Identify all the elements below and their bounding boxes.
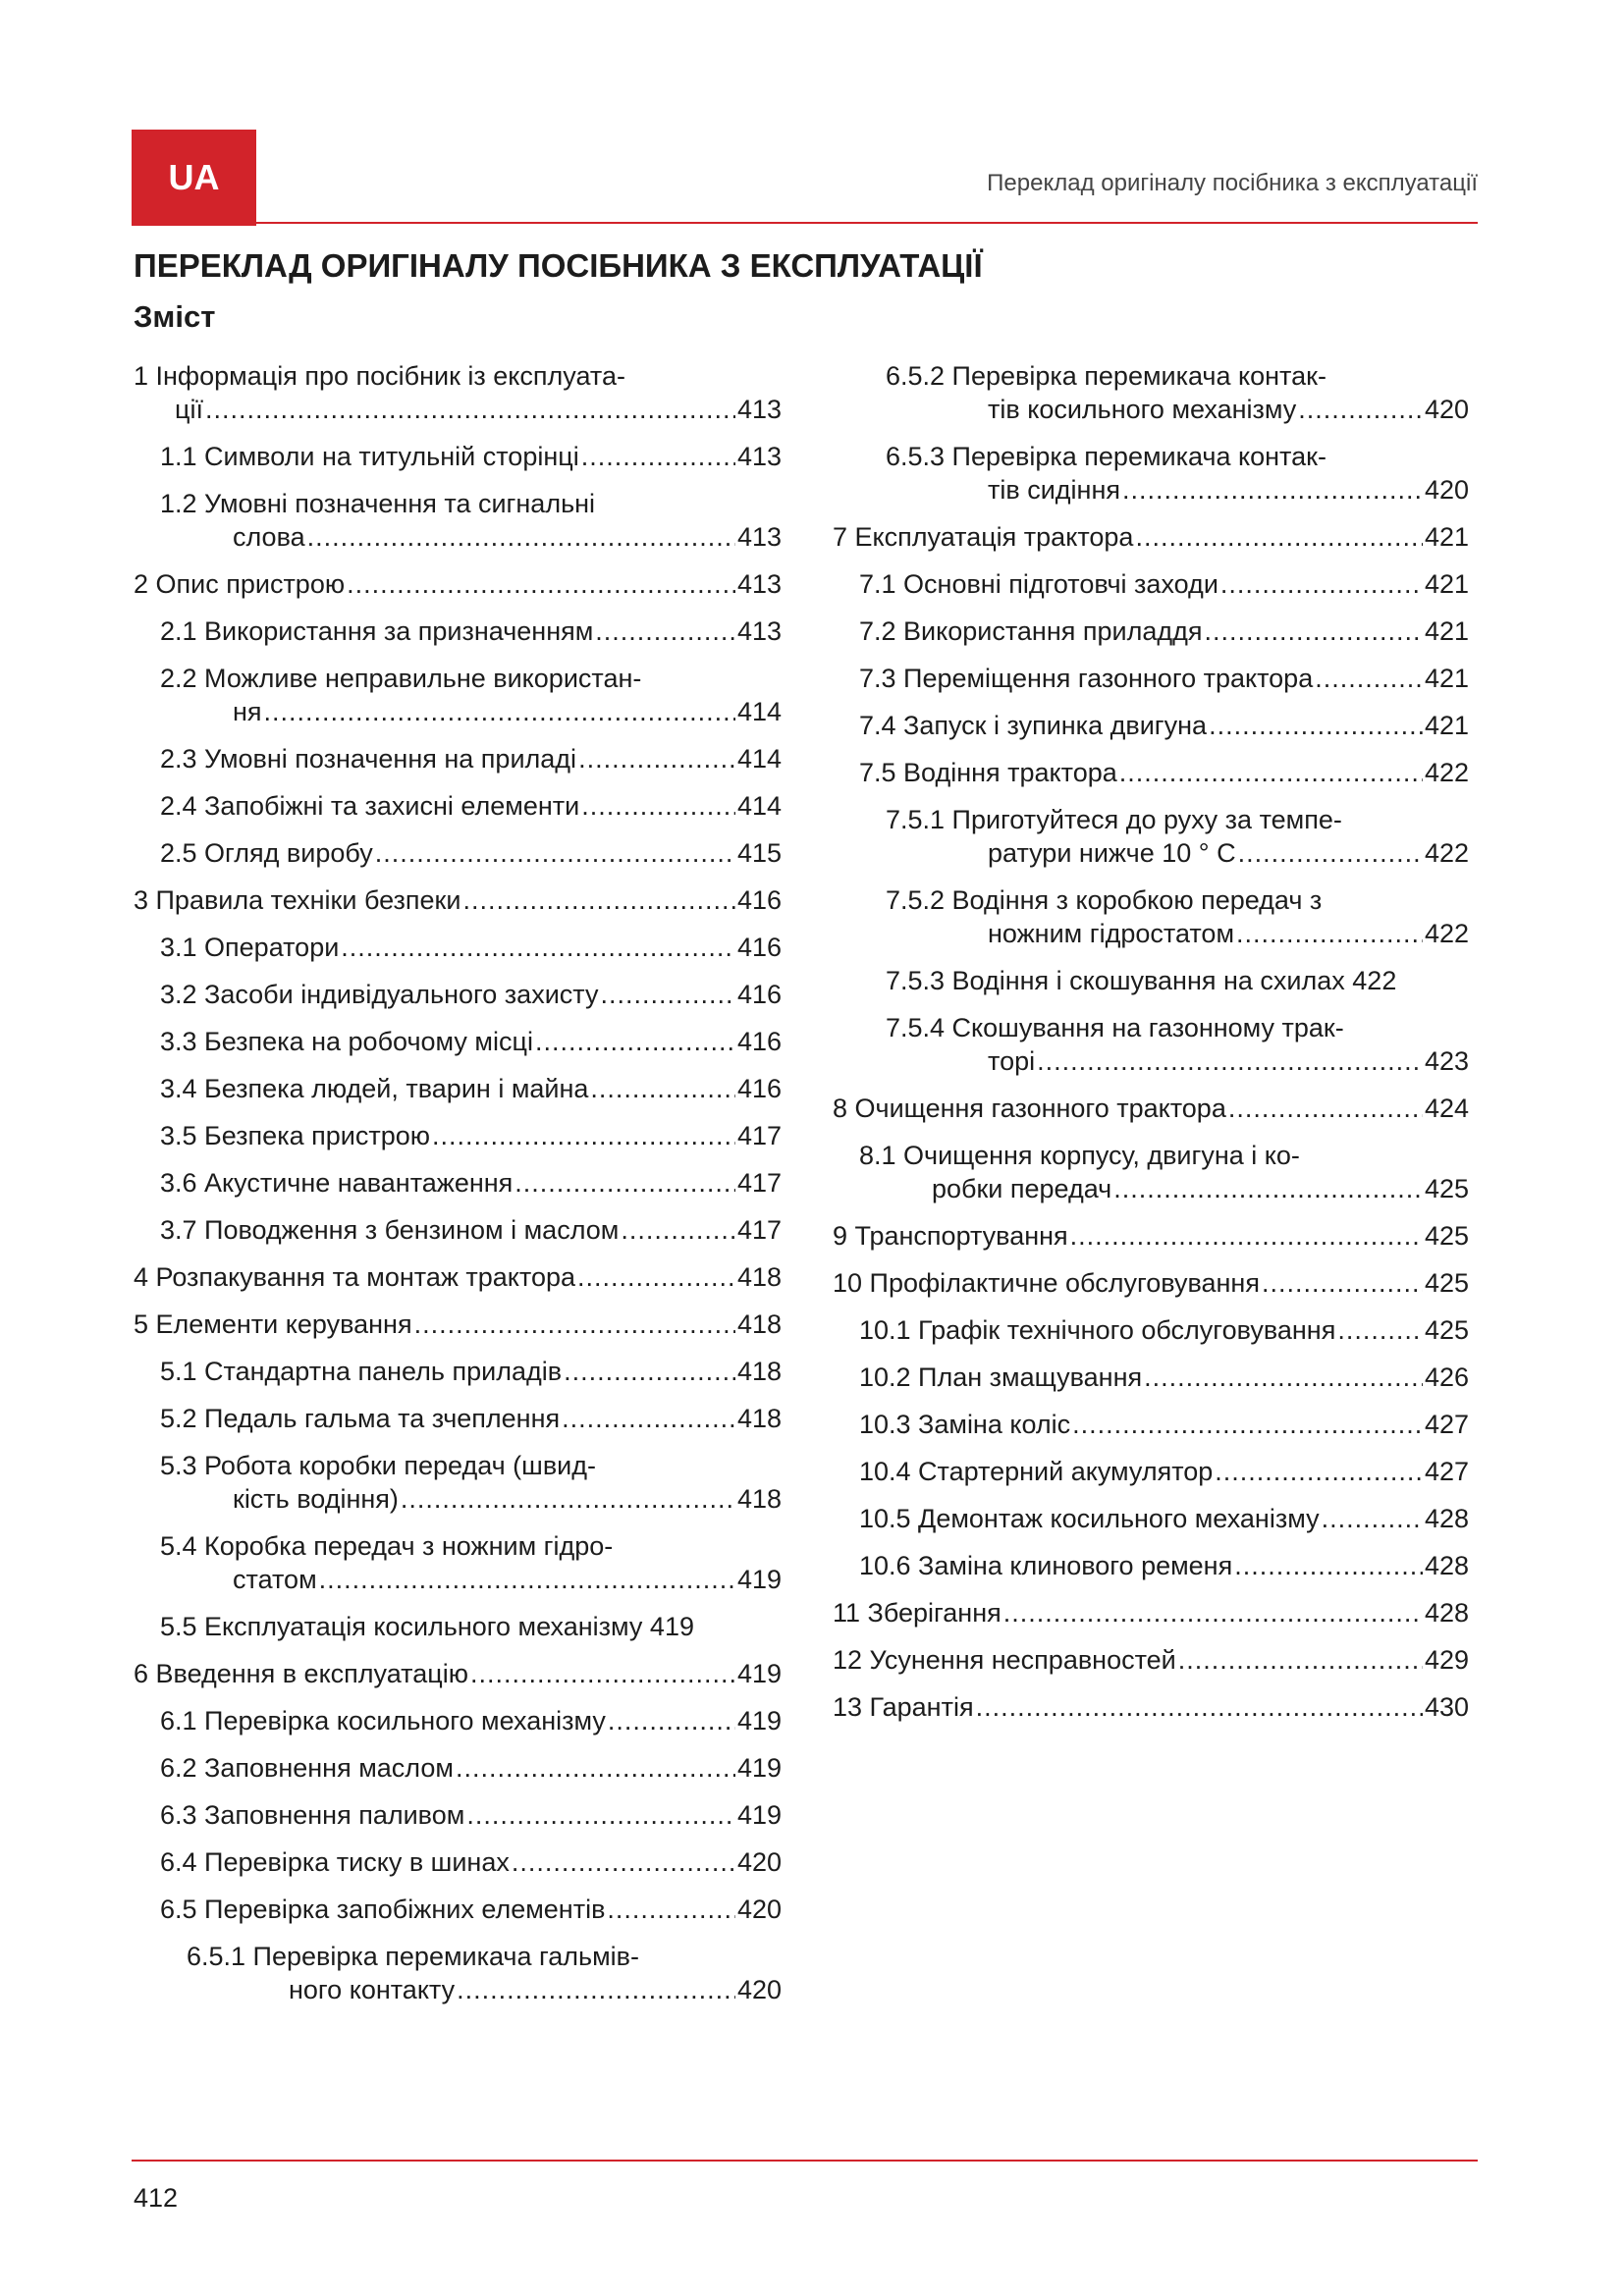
toc-entry[interactable] <box>833 567 1469 601</box>
toc-entry-title: 2.1 Використання за призначенням <box>160 616 594 646</box>
toc-page-number: 414 <box>736 697 782 726</box>
dot-leader <box>1003 1596 1423 1629</box>
toc-page-number: 430 <box>1424 1692 1469 1722</box>
toc-page-number: 417 <box>736 1121 782 1150</box>
toc-entry[interactable] <box>134 1119 782 1152</box>
toc-entry-title: 5.2 Педаль гальма та зчеплення <box>160 1404 561 1433</box>
toc-entry-title-continued: тів сидіння <box>988 475 1120 505</box>
toc-page-number: 421 <box>1424 664 1469 693</box>
toc-page-number: 421 <box>1424 616 1469 646</box>
toc-page-number: 429 <box>1424 1645 1469 1675</box>
dot-leader <box>1037 1044 1423 1078</box>
toc-entry[interactable] <box>134 1308 782 1341</box>
dot-leader <box>595 614 735 648</box>
contents-heading: Зміст <box>134 299 216 334</box>
toc-page-number: 428 <box>1424 1504 1469 1533</box>
toc-page-number: 421 <box>1424 569 1469 599</box>
toc-entry-title: 10.1 Графік технічного обслуговування <box>859 1315 1336 1345</box>
toc-entry[interactable] <box>833 614 1469 648</box>
dot-leader <box>341 931 735 964</box>
toc-entry[interactable] <box>134 1213 782 1247</box>
toc-entry[interactable] <box>134 1355 782 1388</box>
toc-page-number: 413 <box>736 395 782 424</box>
toc-entry-title: 7 Експлуатація трактора <box>833 522 1134 552</box>
dot-leader <box>564 1355 735 1388</box>
toc-page-number: 413 <box>736 442 782 471</box>
dot-leader <box>1236 917 1423 950</box>
toc-page-number: 416 <box>736 1027 782 1056</box>
toc-entry-title: 2.5 Огляд виробу <box>160 838 373 868</box>
toc-entry[interactable] <box>833 1139 1469 1205</box>
toc-entry-title: 8.1 Очищення корпусу, двигуна і ко- <box>859 1141 1300 1170</box>
dot-leader <box>1220 567 1423 601</box>
toc-entry-title: 7.2 Використання приладдя <box>859 616 1203 646</box>
toc-page-number: 428 <box>1424 1551 1469 1580</box>
dot-leader <box>375 836 735 870</box>
dot-leader <box>307 520 735 554</box>
toc-page-number: 419 <box>736 1706 782 1735</box>
toc-entry[interactable] <box>134 487 782 554</box>
toc-entry[interactable] <box>833 359 1469 426</box>
toc-entry[interactable] <box>134 931 782 964</box>
toc-entry[interactable] <box>833 1408 1469 1441</box>
toc-page-number: 419 <box>736 1800 782 1830</box>
toc-page-number: 421 <box>1424 711 1469 740</box>
dot-leader <box>1262 1266 1423 1300</box>
dot-leader <box>1072 1408 1423 1441</box>
toc-entry[interactable] <box>134 1610 782 1643</box>
toc-entry-title: 2 Опис пристрою <box>134 569 346 599</box>
toc-page-number: 422 <box>1352 966 1397 995</box>
toc-entry-title: 2.3 Умовні позначення на приладі <box>160 744 577 774</box>
toc-entry-title: 3 Правила техніки безпеки <box>134 885 461 915</box>
toc-page-number: 413 <box>736 616 782 646</box>
toc-page-number: 414 <box>736 791 782 821</box>
toc-page-number: 421 <box>1424 522 1469 552</box>
toc-entry[interactable] <box>134 1704 782 1737</box>
toc-entry-title: 2.4 Запобіжні та захисні елементи <box>160 791 580 821</box>
toc-entry-title: 3.7 Поводження з бензином і маслом <box>160 1215 620 1245</box>
toc-entry-title: 5.5 Експлуатація косильного механізму <box>160 1612 643 1641</box>
toc-entry[interactable] <box>833 662 1469 695</box>
toc-entry[interactable] <box>833 1690 1469 1724</box>
toc-entry[interactable] <box>134 1529 782 1596</box>
dot-leader <box>512 1845 735 1879</box>
toc-entry-title: 3.4 Безпека людей, тварин і майна <box>160 1074 589 1103</box>
toc-entry-title-continued: ції <box>175 395 203 424</box>
toc-entry-title: 10.6 Заміна клинового ременя <box>859 1551 1233 1580</box>
toc-entry[interactable] <box>134 614 782 648</box>
toc-page-number: 413 <box>736 522 782 552</box>
toc-entry[interactable] <box>134 1449 782 1516</box>
toc-entry-title: 5.3 Робота коробки передач (швид- <box>160 1451 597 1480</box>
toc-entry[interactable] <box>134 836 782 870</box>
toc-page-number: 425 <box>1424 1315 1469 1345</box>
toc-entry-title: 3.5 Безпека пристрою <box>160 1121 430 1150</box>
running-header-title: Переклад оригіналу посібника з експлуатації <box>987 170 1478 196</box>
toc-page-number: 420 <box>736 1847 782 1877</box>
dot-leader <box>976 1690 1423 1724</box>
dot-leader <box>1113 1172 1423 1205</box>
toc-entry[interactable] <box>134 1025 782 1058</box>
toc-page-number: 422 <box>1424 758 1469 787</box>
toc-page-number: 413 <box>736 569 782 599</box>
toc-page-number: 420 <box>736 1975 782 2004</box>
toc-entry-title-continued: кість водіння) <box>233 1484 399 1514</box>
toc-page-number: 425 <box>1424 1221 1469 1251</box>
toc-entry[interactable] <box>833 520 1469 554</box>
toc-entry[interactable] <box>134 1072 782 1105</box>
toc-page-number: 419 <box>649 1612 694 1641</box>
toc-entry[interactable] <box>833 1361 1469 1394</box>
toc-page-number: 419 <box>736 1659 782 1688</box>
toc-entry-title: 6.4 Перевірка тиску в шинах <box>160 1847 510 1877</box>
toc-entry-title: 9 Транспортування <box>833 1221 1068 1251</box>
dot-leader <box>432 1119 735 1152</box>
page-number: 412 <box>134 2183 179 2213</box>
toc-entry[interactable] <box>134 567 782 601</box>
toc-entry-title: 6 Введення в експлуатацію <box>134 1659 468 1688</box>
toc-entry-title: 10 Профілактичне обслуговування <box>833 1268 1260 1298</box>
dot-leader <box>414 1308 735 1341</box>
toc-page-number: 427 <box>1424 1457 1469 1486</box>
dot-leader <box>514 1166 735 1200</box>
dot-leader <box>1215 1455 1423 1488</box>
toc-entry-title-continued: ратури нижче 10 ° C <box>988 838 1236 868</box>
toc-page-number: 427 <box>1424 1410 1469 1439</box>
toc-entry[interactable] <box>134 742 782 775</box>
toc-entry-title: 7.4 Запуск і зупинка двигуна <box>859 711 1208 740</box>
dot-leader <box>577 1260 735 1294</box>
toc-entry-title: 10.3 Заміна коліс <box>859 1410 1071 1439</box>
toc-entry[interactable] <box>134 1893 782 1926</box>
toc-page-number: 417 <box>736 1168 782 1198</box>
toc-page-number: 418 <box>736 1404 782 1433</box>
toc-entry[interactable] <box>833 1219 1469 1253</box>
page-title: ПЕРЕКЛАД ОРИГІНАЛУ ПОСІБНИКА З ЕКСПЛУАТАЦІЇ <box>134 247 983 284</box>
dot-leader <box>1234 1549 1423 1582</box>
toc-entry[interactable] <box>833 1549 1469 1582</box>
toc-page-number: 418 <box>736 1309 782 1339</box>
toc-entry[interactable] <box>134 883 782 917</box>
toc-page-number: 419 <box>736 1753 782 1783</box>
dot-leader <box>466 1798 735 1832</box>
toc-entry-title: 5.1 Стандартна панель приладів <box>160 1357 563 1386</box>
toc-entry-title-continued: статом <box>233 1565 317 1594</box>
toc-entry-title: 6.1 Перевірка косильного механізму <box>160 1706 606 1735</box>
toc-page-number: 418 <box>736 1262 782 1292</box>
dot-leader <box>1337 1313 1423 1347</box>
dot-leader <box>347 567 735 601</box>
toc-entry-title: 2.2 Можливе неправильне використан- <box>160 664 642 693</box>
dot-leader <box>1144 1361 1423 1394</box>
toc-entry[interactable] <box>134 789 782 823</box>
toc-page-number: 416 <box>736 933 782 962</box>
dot-leader <box>608 1704 735 1737</box>
toc-entry-title: 7.5.3 Водіння і скошування на схилах <box>886 966 1345 995</box>
dot-leader <box>621 1213 735 1247</box>
toc-entry[interactable] <box>833 1011 1469 1078</box>
dot-leader <box>319 1563 735 1596</box>
dot-leader <box>1315 662 1423 695</box>
dot-leader <box>600 978 734 1011</box>
toc-page-number: 416 <box>736 980 782 1009</box>
toc-entry-title: 10.4 Стартерний акумулятор <box>859 1457 1214 1486</box>
toc-page-number: 416 <box>736 885 782 915</box>
toc-entry[interactable] <box>833 1092 1469 1125</box>
toc-entry[interactable] <box>833 803 1469 870</box>
toc-entry-title: 1.1 Символи на титульній сторінці <box>160 442 579 471</box>
toc-entry[interactable] <box>134 1751 782 1785</box>
toc-entry[interactable] <box>134 1940 782 2006</box>
toc-entry-title: 5.4 Коробка передач з ножним гідро- <box>160 1531 614 1561</box>
dot-leader <box>1298 393 1423 426</box>
footer-divider <box>132 2160 1478 2162</box>
toc-entry-title: 10.5 Демонтаж косильного механізму <box>859 1504 1320 1533</box>
toc-entry[interactable] <box>134 978 782 1011</box>
toc-page-number: 425 <box>1424 1268 1469 1298</box>
toc-entry[interactable] <box>833 756 1469 789</box>
dot-leader <box>581 440 735 473</box>
dot-leader <box>1205 614 1423 648</box>
toc-entry-title: 6.5.1 Перевірка перемикача гальмів- <box>187 1942 640 1971</box>
toc-entry-title: 13 Гарантія <box>833 1692 974 1722</box>
toc-page-number: 420 <box>1424 475 1469 505</box>
toc-page-number: 420 <box>1424 395 1469 424</box>
toc-entry-title: 6.5.3 Перевірка перемикача контак- <box>886 442 1326 471</box>
toc-page-number: 422 <box>1424 838 1469 868</box>
dot-leader <box>205 393 735 426</box>
toc-entry-title: 3.1 Оператори <box>160 933 340 962</box>
dot-leader <box>470 1657 735 1690</box>
toc-entry-title: 7.5.2 Водіння з коробкою передач з <box>886 885 1323 915</box>
toc-entry[interactable] <box>134 1798 782 1832</box>
toc-entry[interactable] <box>833 883 1469 950</box>
dot-leader <box>607 1893 735 1926</box>
dot-leader <box>581 789 735 823</box>
dot-leader <box>1228 1092 1423 1125</box>
toc-entry-title: 3.3 Безпека на робочому місці <box>160 1027 533 1056</box>
toc-column-right <box>833 359 1469 1724</box>
toc-entry[interactable] <box>134 440 782 473</box>
toc-entry-title: 11 Зберігання <box>833 1598 1001 1628</box>
toc-entry-title-continued: слова <box>233 522 305 552</box>
toc-entry-title: 7.5.4 Скошування на газонному трак- <box>886 1013 1344 1042</box>
toc-entry-title: 3.6 Акустичне навантаження <box>160 1168 514 1198</box>
toc-page-number: 417 <box>736 1215 782 1245</box>
dot-leader <box>456 1751 735 1785</box>
dot-leader <box>462 883 734 917</box>
dot-leader <box>1209 709 1423 742</box>
toc-page-number: 416 <box>736 1074 782 1103</box>
toc-entry[interactable] <box>833 1596 1469 1629</box>
dot-leader <box>535 1025 735 1058</box>
toc-page-number: 426 <box>1424 1362 1469 1392</box>
toc-page-number: 423 <box>1424 1046 1469 1076</box>
toc-entry-title: 6.2 Заповнення маслом <box>160 1753 454 1783</box>
toc-entry-title-continued: ня <box>233 697 262 726</box>
toc-entry-title: 10.2 План змащування <box>859 1362 1143 1392</box>
toc-page-number: 414 <box>736 744 782 774</box>
toc-entry-title-continued: робки передач <box>932 1174 1112 1203</box>
toc-entry-title: 6.5.2 Перевірка перемикача контак- <box>886 361 1326 391</box>
dot-leader <box>1322 1502 1423 1535</box>
dot-leader <box>1070 1219 1423 1253</box>
toc-entry-title: 4 Розпакування та монтаж трактора <box>134 1262 576 1292</box>
toc-entry[interactable] <box>134 1657 782 1690</box>
toc-page-number: 424 <box>1424 1094 1469 1123</box>
toc-entry[interactable] <box>833 1502 1469 1535</box>
toc-entry-title: 8 Очищення газонного трактора <box>833 1094 1226 1123</box>
toc-entry-title-continued: тів косильного механізму <box>988 395 1297 424</box>
toc-entry[interactable] <box>833 1266 1469 1300</box>
toc-entry[interactable] <box>134 1402 782 1435</box>
toc-entry-title: 7.3 Переміщення газонного трактора <box>859 664 1314 693</box>
dot-leader <box>264 695 735 728</box>
toc-entry-title: 1 Інформація про посібник із експлуата- <box>134 361 625 391</box>
toc-column-left <box>134 359 782 2006</box>
dot-leader <box>1119 756 1423 789</box>
toc-entry[interactable] <box>833 440 1469 507</box>
toc-entry-title-continued: ножним гідростатом <box>988 919 1235 948</box>
toc-page-number: 415 <box>736 838 782 868</box>
toc-entry-title: 1.2 Умовні позначення та сигнальні <box>160 489 596 518</box>
toc-entry-title: 3.2 Засоби індивідуального захисту <box>160 980 599 1009</box>
toc-entry[interactable] <box>134 359 782 426</box>
toc-page-number: 425 <box>1424 1174 1469 1203</box>
toc-page-number: 418 <box>736 1357 782 1386</box>
dot-leader <box>578 742 735 775</box>
toc-entry-title: 12 Усунення несправностей <box>833 1645 1176 1675</box>
toc-entry[interactable] <box>833 1455 1469 1488</box>
toc-entry-title-continued: торі <box>988 1046 1036 1076</box>
toc-entry[interactable] <box>833 1313 1469 1347</box>
toc-entry-title: 7.5.1 Приготуйтеся до руху за темпе- <box>886 805 1342 834</box>
dot-leader <box>1135 520 1423 554</box>
toc-entry[interactable] <box>833 1643 1469 1677</box>
toc-page-number: 428 <box>1424 1598 1469 1628</box>
toc-entry[interactable] <box>833 964 1469 997</box>
toc-entry[interactable] <box>134 1166 782 1200</box>
toc-page-number: 422 <box>1424 919 1469 948</box>
toc-entry[interactable] <box>833 709 1469 742</box>
toc-entry[interactable] <box>134 1260 782 1294</box>
toc-entry-title: 6.5 Перевірка запобіжних елементів <box>160 1895 606 1924</box>
dot-leader <box>1122 473 1423 507</box>
toc-entry[interactable] <box>134 1845 782 1879</box>
toc-entry-title: 6.3 Заповнення паливом <box>160 1800 465 1830</box>
dot-leader <box>562 1402 735 1435</box>
toc-entry[interactable] <box>134 662 782 728</box>
language-tab: UA <box>132 130 256 226</box>
toc-entry-title-continued: ного контакту <box>289 1975 456 2004</box>
dot-leader <box>590 1072 735 1105</box>
toc-entry-title: 7.1 Основні підготовчі заходи <box>859 569 1218 599</box>
toc-entry-title: 7.5 Водіння трактора <box>859 758 1117 787</box>
header-divider <box>132 222 1478 224</box>
dot-leader <box>401 1482 735 1516</box>
toc-page-number: 419 <box>736 1565 782 1594</box>
dot-leader <box>1178 1643 1423 1677</box>
dot-leader <box>1238 836 1423 870</box>
toc-page-number: 420 <box>736 1895 782 1924</box>
toc-entry-title: 5 Елементи керування <box>134 1309 412 1339</box>
dot-leader <box>457 1973 735 2006</box>
toc-page-number: 418 <box>736 1484 782 1514</box>
